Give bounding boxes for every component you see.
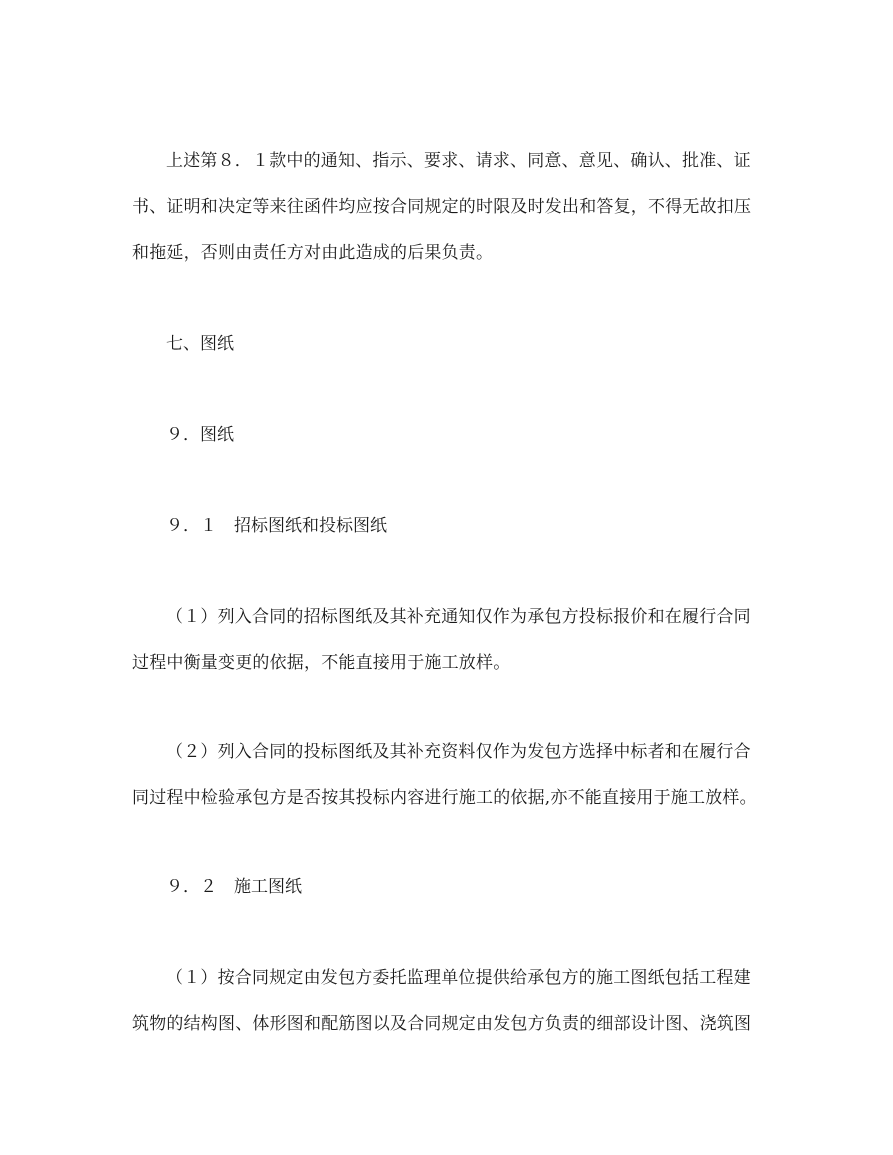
text-line: （１）按合同规定由发包方委托监理单位提供给承包方的施工图纸包括工程建 bbox=[166, 968, 751, 988]
text-line: （２）列入合同的投标图纸及其补充资料仅作为发包方选择中标者和在履行合 bbox=[166, 742, 751, 762]
text-line: 过程中衡量变更的依据，不能直接用于施工放样。 bbox=[132, 653, 511, 673]
paragraph-tender-drawings bbox=[132, 594, 772, 686]
paragraph-bid-drawings bbox=[132, 729, 772, 821]
clause-heading-9-2: ９．２ 施工图纸 bbox=[166, 877, 302, 897]
text-line: （１）列入合同的招标图纸及其补充通知仅作为承包方投标报价和在履行合同 bbox=[166, 607, 751, 627]
text-line: 书、证明和决定等来往函件均应按合同规定的时限及时发出和答复，不得无故扣压 bbox=[132, 197, 752, 217]
paragraph-construction-drawings bbox=[132, 955, 772, 1047]
clause-heading-9: ９．图纸 bbox=[166, 425, 234, 445]
text-line: 筑物的结构图、体形图和配筋图以及合同规定由发包方负责的细部设计图、浇筑图 bbox=[132, 1014, 752, 1034]
text-line: 上述第８．１款中的通知、指示、要求、请求、同意、意见、确认、批准、证 bbox=[166, 151, 751, 171]
section-heading-drawings: 七、图纸 bbox=[166, 334, 234, 354]
text-line: 和拖延，否则由责任方对由此造成的后果负责。 bbox=[132, 243, 494, 263]
paragraph-notice-timeliness bbox=[132, 138, 772, 276]
clause-heading-9-1: ９．１ 招标图纸和投标图纸 bbox=[166, 516, 387, 536]
text-line: 同过程中检验承包方是否按其投标内容进行施工的依据,亦不能直接用于施工放样。 bbox=[132, 788, 757, 808]
